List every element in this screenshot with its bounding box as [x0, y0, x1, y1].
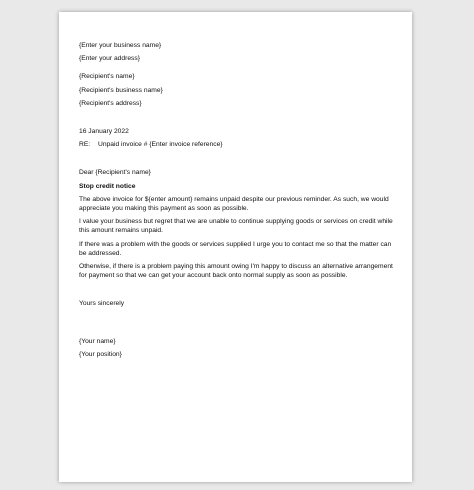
- re-text: Unpaid invoice # {Enter invoice reference}: [98, 141, 223, 149]
- document-page: [59, 12, 412, 482]
- letter-body: [79, 41, 399, 359]
- paragraph-1: The above invoice for ${enter amount} remains unpaid despite our previous reminder. As such, we would appreciate you making this payment as soon as possible.: [79, 195, 389, 213]
- subject-heading: Stop credit notice: [79, 182, 136, 190]
- paragraph-2: I value your business but regret that we are unable to continue supplying goods or services on credit while this amount remains unpaid.: [79, 218, 393, 235]
- paragraph-3: If there was a problem with the goods or services supplied I urge you to contact me so that the matter can be addressed.: [79, 240, 392, 257]
- letter-date: 16 January 2022: [79, 128, 129, 136]
- recipient-business: {Recipient's business name}: [79, 86, 163, 94]
- recipient-name: {Recipient's name}: [79, 73, 135, 81]
- salutation: Dear {Recipient's name}: [79, 169, 151, 177]
- closing: Yours sincerely: [79, 300, 125, 308]
- signer-name: {Your name}: [79, 337, 116, 345]
- sender-name: {Enter your business name}: [79, 42, 162, 49]
- recipient-address: {Recipient's address}: [79, 99, 142, 107]
- paragraph-4: Otherwise, if there is a problem paying this amount owing I'm happy to discuss an alternative arrangement for payment so that we can get your account back onto normal supply as soon as possible.: [79, 263, 393, 280]
- re-label: RE:: [79, 141, 91, 149]
- re-line: [79, 140, 399, 149]
- signer-position: {Your position}: [79, 350, 122, 358]
- sender-address: {Enter your address}: [79, 55, 140, 63]
